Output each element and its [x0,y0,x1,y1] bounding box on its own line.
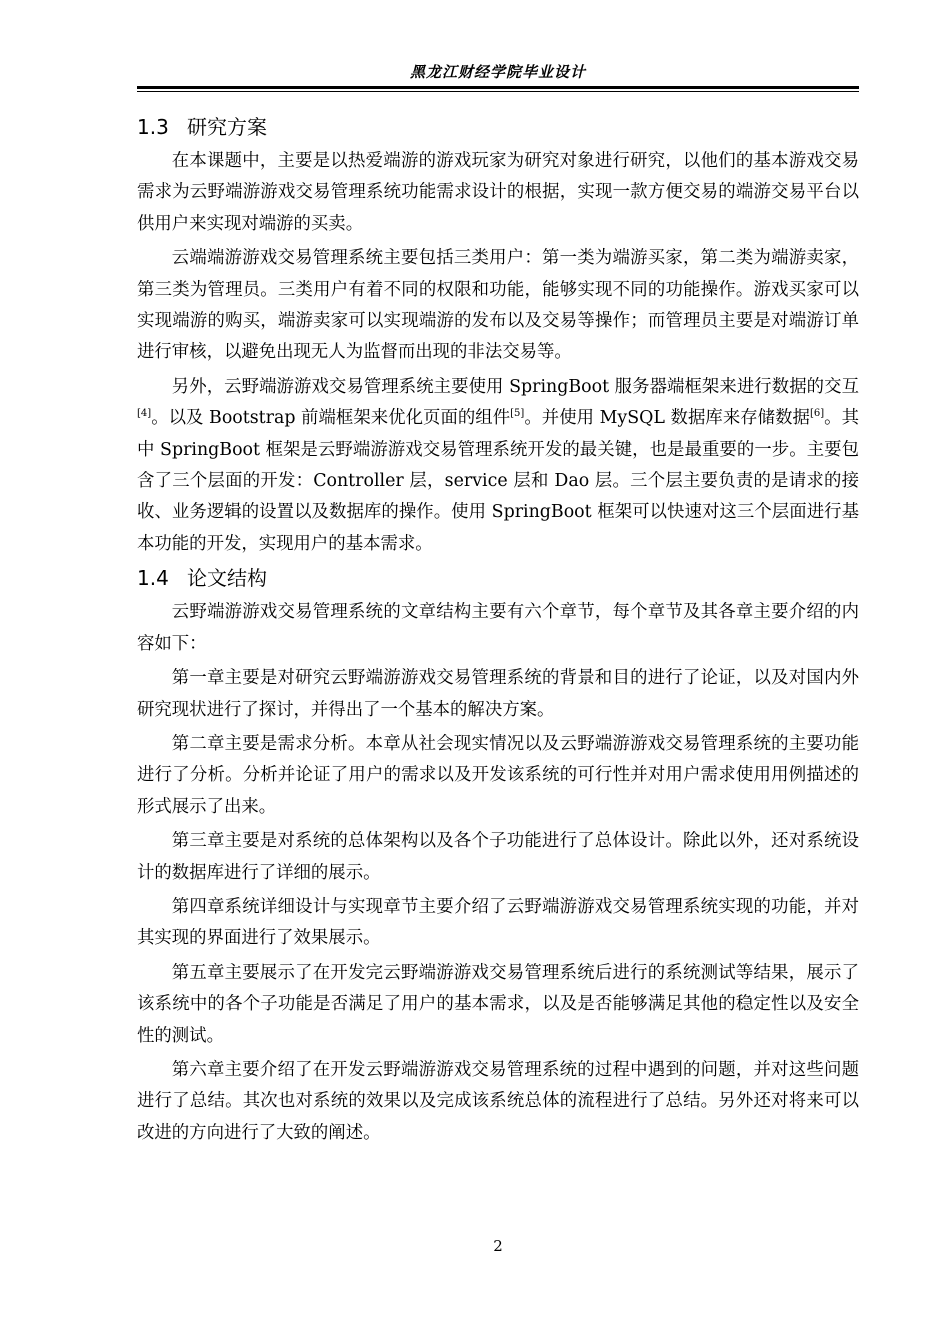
section-number: 1.3 [137,115,169,139]
paragraph: 云野端游游戏交易管理系统的文章结构主要有六个章节，每个章节及其各章主要介绍的内容如下： [137,602,859,654]
page-body [137,112,859,1152]
paragraph: 第三章主要是对系统的总体架构以及各个子功能进行了总体设计。除此以外，还对系统设计的数据库进行了详细的展示。 [137,831,859,883]
text-segment: 。以及 Bootstrap 前端框架来优化页面的组件 [151,408,511,429]
text-segment: 另外，云野端游游戏交易管理系统主要使用 SpringBoot 服务器端框架来进行数据的交互 [171,376,859,397]
section-title: 论文结构 [187,566,267,591]
section-number: 1.4 [137,566,169,591]
section-heading-1-4 [137,563,859,597]
paragraph: 第二章主要是需求分析。本章从社会现实情况以及云野端游游戏交易管理系统的主要功能进行了分析。分析并论证了用户的需求以及开发该系统的可行性并对用户需求使用用例描述的形式展示了出来。 [137,733,859,817]
paragraph: 在本课题中，主要是以热爱端游的游戏玩家为研究对象进行研究，以他们的基本游戏交易需求为云野端游游戏交易管理系统功能需求设计的根据，实现一款方便交易的端游交易平台以供用户来实现对端游的买卖。 [137,151,859,234]
paragraph: 第六章主要介绍了在开发云野端游游戏交易管理系统的过程中遇到的问题，并对这些问题进行了总结。其次也对系统的效果以及完成该系统总体的流程进行了总结。另外还对将来可以改进的方向进行了大致的阐述。 [137,1059,859,1143]
paragraph: 第五章主要展示了在开发完云野端游游戏交易管理系统后进行的系统测试等结果，展示了该系统中的各个子功能是否满足了用户的基本需求，以及是否能够满足其他的稳定性以及安全性的测试。 [137,962,859,1046]
section-heading-1-3 [137,112,859,146]
running-header-title: 黑龙江财经学院毕业设计 [409,63,586,81]
section-title: 研究方案 [187,115,267,139]
text-segment: 。其中 SpringBoot 框架是云野端游游戏交易管理系统开发的最关键，也是最重要的一步。主要包含了三个层面的开发：Controller 层，service 层和 Dao 层。三个层主要负责的是请求的接收、业务逻辑的设置以及数据库的操作。使用 SpringBoot 框架可以快速对这三个层面进行基本功能的开发，实现用户的基本需求。 [137,408,859,554]
page-number: 2 [493,1237,503,1255]
citation-ref: [6] [809,408,825,420]
text-segment: 。并使用 MySQL 数据库来存储数据 [524,408,810,429]
header-rule-thin [137,91,859,92]
citation-ref: [5] [510,408,525,420]
paragraph: 第一章主要是对研究云野端游游戏交易管理系统的背景和目的进行了论证，以及对国内外研究现状进行了探讨，并得出了一个基本的解决方案。 [137,668,859,720]
citation-ref: [4] [137,408,152,420]
header-rule-thick [137,86,859,89]
paragraph: 第四章系统详细设计与实现章节主要介绍了云野端游游戏交易管理系统实现的功能，并对其实现的界面进行了效果展示。 [137,896,859,949]
paragraph: 云端端游游戏交易管理系统主要包括三类用户：第一类为端游买家，第二类为端游卖家，第三类为管理员。三类用户有着不同的权限和功能，能够实现不同的功能操作。游戏买家可以实现端游的购买，端游卖家可以实现端游的发布以及交易等操作；而管理员主要是对端游订单进行审核，以避免出现无人为监督而出现的非法交易等。 [137,248,859,363]
paragraph-with-citations [137,372,859,560]
